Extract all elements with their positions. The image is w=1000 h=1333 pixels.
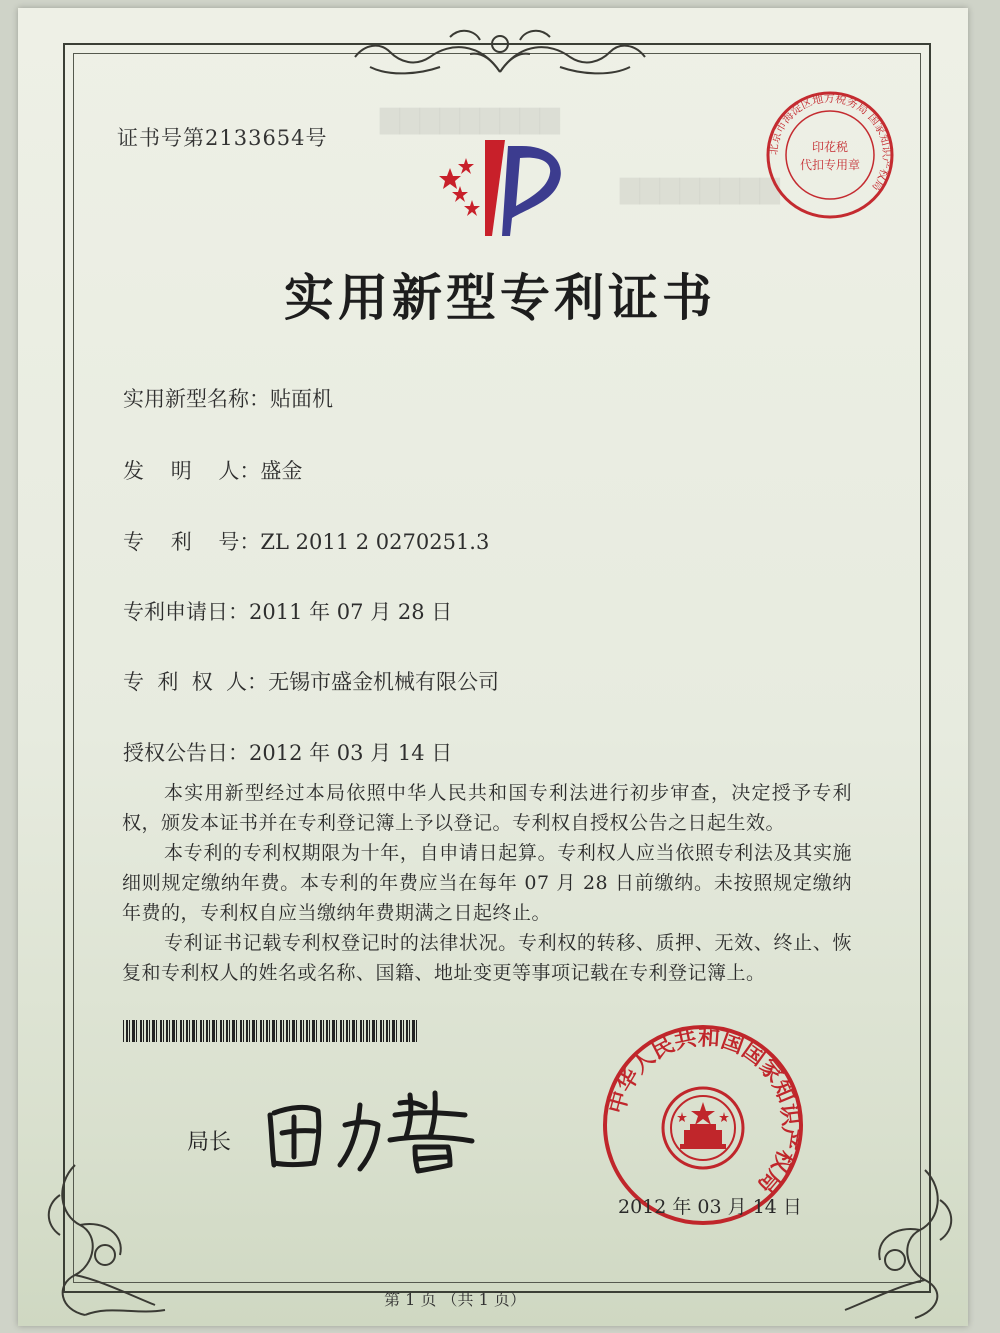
barcode-bar <box>163 1020 164 1042</box>
tax-stamp <box>760 85 900 225</box>
barcode-bar <box>200 1020 202 1042</box>
barcode-bar <box>129 1020 130 1042</box>
barcode-bar <box>380 1020 382 1042</box>
barcode-bar <box>236 1020 237 1042</box>
barcode-bar <box>289 1020 290 1042</box>
barcode-bar <box>140 1020 142 1042</box>
barcode-bar <box>409 1020 410 1042</box>
director-title: 局长 <box>187 1130 232 1155</box>
barcode-bar <box>326 1020 328 1042</box>
barcode-bar <box>336 1020 337 1042</box>
barcode-bar <box>232 1020 235 1042</box>
barcode-bar <box>192 1020 195 1042</box>
barcode-bar <box>196 1020 197 1042</box>
barcode-bar <box>156 1020 157 1042</box>
barcode-bar <box>340 1020 342 1042</box>
barcode-bar <box>160 1020 162 1042</box>
barcode-bar <box>403 1020 404 1042</box>
barcode-bar <box>256 1020 257 1042</box>
tax-stamp-line1: 印花税 <box>811 140 849 154</box>
barcode-bar <box>212 1020 215 1042</box>
barcode-bar <box>266 1020 268 1042</box>
barcode-bar <box>149 1020 150 1042</box>
barcode-bar <box>243 1020 244 1042</box>
certificate-title: 实用新型专利证书 <box>284 269 716 327</box>
barcode <box>123 1020 418 1042</box>
barcode-bar <box>283 1020 284 1042</box>
field-value: ZL 2011 2 0270251.3 <box>260 530 490 554</box>
field-label: 专 利 权 人： <box>123 670 269 694</box>
barcode-bar <box>166 1020 168 1042</box>
certificate-number: 证书号第2133654号 <box>117 126 328 150</box>
barcode-bar <box>343 1020 344 1042</box>
barcode-bar <box>366 1020 368 1042</box>
barcode-bar <box>263 1020 264 1042</box>
barcode-bar <box>183 1020 184 1042</box>
barcode-bar <box>209 1020 210 1042</box>
barcode-bar <box>296 1020 297 1042</box>
field-label: 发 明 人： <box>123 459 261 483</box>
barcode-bar <box>363 1020 364 1042</box>
barcode-bar <box>392 1020 395 1042</box>
barcode-bar <box>172 1020 175 1042</box>
barcode-bar <box>206 1020 208 1042</box>
barcode-bar <box>309 1020 310 1042</box>
barcode-bar <box>406 1020 408 1042</box>
barcode-bar <box>280 1020 282 1042</box>
barcode-bar <box>260 1020 262 1042</box>
field-patent-number <box>123 526 489 556</box>
field-utility-model-name <box>123 383 333 413</box>
barcode-bar <box>169 1020 170 1042</box>
barcode-bar <box>143 1020 144 1042</box>
barcode-bar <box>246 1020 248 1042</box>
field-patentee <box>123 666 499 696</box>
barcode-bar <box>180 1020 182 1042</box>
barcode-bar <box>229 1020 230 1042</box>
barcode-bar <box>389 1020 390 1042</box>
national-emblem-icon <box>663 1088 743 1168</box>
barcode-bar <box>269 1020 270 1042</box>
top-ornament <box>330 22 670 82</box>
barcode-bar <box>220 1020 222 1042</box>
field-grant-date <box>123 737 452 767</box>
barcode-bar <box>272 1020 275 1042</box>
barcode-bar <box>383 1020 384 1042</box>
barcode-bar <box>329 1020 330 1042</box>
barcode-bar <box>323 1020 324 1042</box>
field-application-date <box>123 596 452 626</box>
barcode-bar <box>226 1020 228 1042</box>
barcode-bar <box>203 1020 204 1042</box>
director-signature <box>260 1085 480 1175</box>
seal-ring-text: 中华人民共和国国家知识产权局 <box>604 1025 803 1198</box>
tax-stamp-line2: 代扣专用章 <box>799 158 861 172</box>
barcode-bar <box>186 1020 188 1042</box>
field-value: 盛金 <box>260 459 303 483</box>
barcode-bar <box>356 1020 357 1042</box>
barcode-bar <box>349 1020 350 1042</box>
barcode-bar <box>303 1020 304 1042</box>
barcode-bar <box>300 1020 302 1042</box>
barcode-bar <box>400 1020 402 1042</box>
patent-office-logo <box>430 128 580 243</box>
seal-date: 2012 年 03 月 14 日 <box>618 1196 802 1218</box>
barcode-bar <box>249 1020 250 1042</box>
field-label: 实用新型名称： <box>123 387 270 411</box>
barcode-bar <box>396 1020 397 1042</box>
barcode-bar <box>252 1020 255 1042</box>
tax-stamp-ring-text: 北京市海淀区地方税务局 国家知识产权局 <box>766 91 894 194</box>
barcode-bar <box>346 1020 348 1042</box>
barcode-bar <box>306 1020 308 1042</box>
barcode-bar <box>412 1020 415 1042</box>
barcode-bar <box>176 1020 177 1042</box>
field-label: 专利申请日： <box>123 600 249 624</box>
barcode-bar <box>152 1020 155 1042</box>
barcode-bar <box>369 1020 370 1042</box>
barcode-bar <box>123 1020 124 1042</box>
field-inventor <box>123 455 302 485</box>
barcode-bar <box>146 1020 148 1042</box>
barcode-bar <box>276 1020 277 1042</box>
barcode-bar <box>136 1020 137 1042</box>
barcode-bar <box>223 1020 224 1042</box>
barcode-bar <box>320 1020 322 1042</box>
barcode-bar <box>360 1020 362 1042</box>
barcode-bar <box>132 1020 135 1042</box>
barcode-bar <box>189 1020 190 1042</box>
barcode-bar <box>240 1020 242 1042</box>
field-label: 授权公告日： <box>123 741 249 765</box>
barcode-bar <box>286 1020 288 1042</box>
barcode-bar <box>216 1020 217 1042</box>
field-label: 专 利 号： <box>123 530 261 554</box>
body-paragraph-2: 本专利的专利权期限为十年，自申请日起算。专利权人应当依照专利法及其实施细则规定缴纳年费。本专利的年费应当在每年 07 月 28 日前缴纳。未按照规定缴纳年费的，专利权自应当缴纳年费期满之日起终止。 <box>122 842 852 924</box>
page-number: 第 1 页 （共 1 页） <box>384 1290 526 1309</box>
barcode-bar <box>372 1020 375 1042</box>
barcode-bar <box>376 1020 377 1042</box>
barcode-bar <box>386 1020 388 1042</box>
bleed-through-text: ▇▇▇▇▇▇▇▇▇ <box>380 105 560 135</box>
barcode-bar <box>126 1020 128 1042</box>
field-value: 贴面机 <box>270 387 333 411</box>
barcode-bar <box>312 1020 315 1042</box>
barcode-bar <box>316 1020 317 1042</box>
field-value: 2011 年 07 月 28 日 <box>249 600 453 624</box>
barcode-bar <box>352 1020 355 1042</box>
barcode-bar <box>332 1020 335 1042</box>
bleed-through-text: ▇▇▇▇▇▇▇▇ <box>620 175 780 205</box>
field-value: 2012 年 03 月 14 日 <box>249 741 453 765</box>
body-paragraph-1: 本实用新型经过本局依照中华人民共和国专利法进行初步审查，决定授予专利权，颁发本证书并在专利登记簿上予以登记。专利权自授权公告之日起生效。 <box>122 782 852 834</box>
field-value: 无锡市盛金机械有限公司 <box>268 670 500 694</box>
barcode-bar <box>292 1020 295 1042</box>
certificate-body <box>122 778 852 988</box>
barcode-bar <box>416 1020 417 1042</box>
body-paragraph-3: 专利证书记载专利权登记时的法律状况。专利权的转移、质押、无效、终止、恢复和专利权人的姓名或名称、国籍、地址变更等事项记载在专利登记簿上。 <box>122 932 852 984</box>
